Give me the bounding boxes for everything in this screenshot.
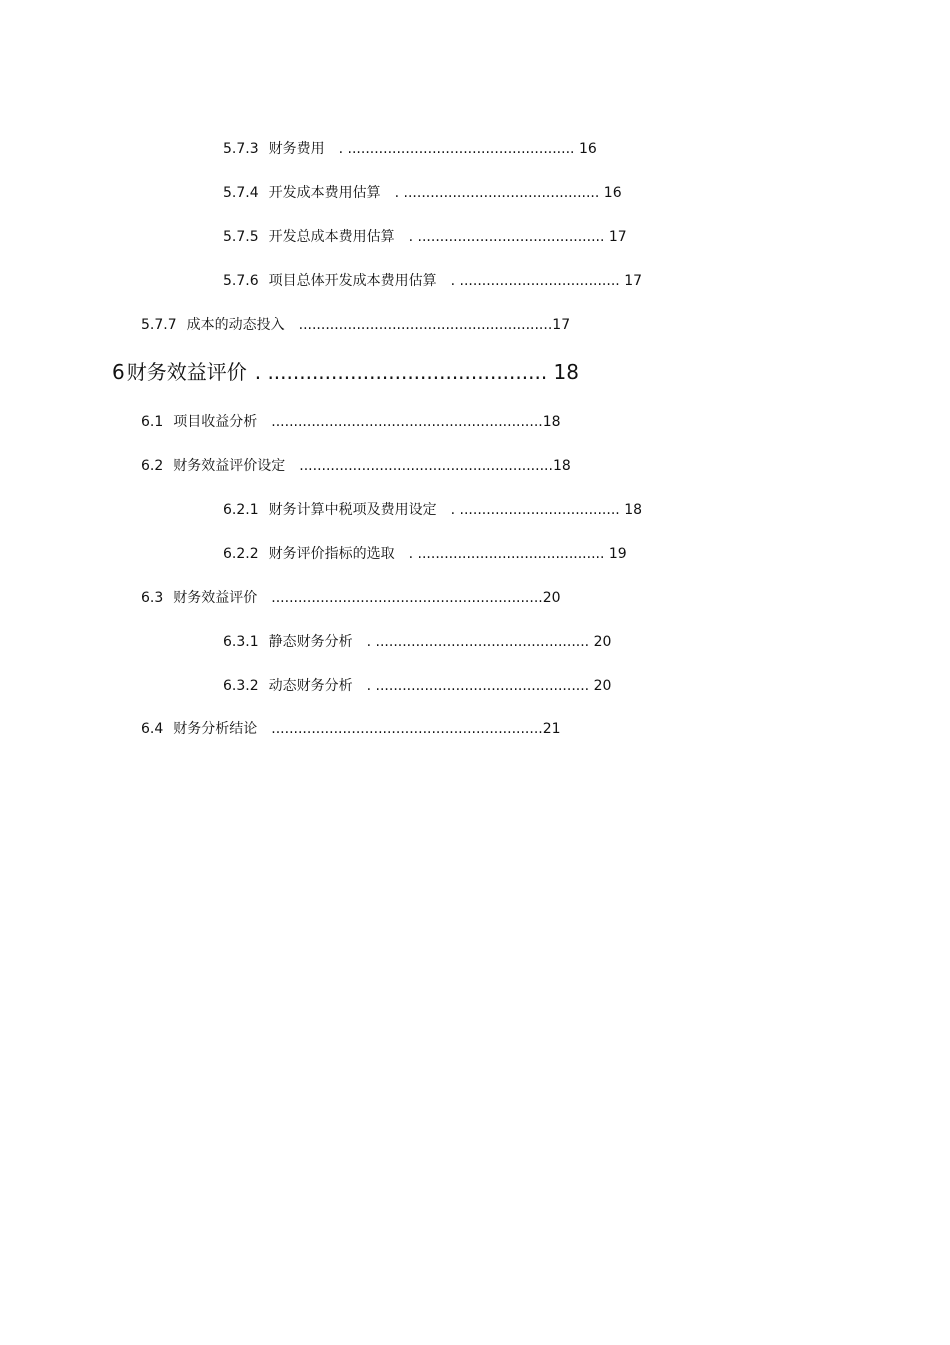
toc-page-number: 18	[552, 458, 571, 474]
toc-page-number: 18	[624, 502, 643, 518]
toc-title: 动态财务分析	[268, 678, 353, 694]
toc-entry-6-1[interactable]	[141, 412, 561, 432]
toc-page-number: 21	[542, 721, 561, 737]
toc-leader-dots: .............................................................	[271, 414, 543, 430]
toc-number: 5.7.3	[223, 141, 259, 157]
toc-leader-dots: . ..........................................	[408, 546, 605, 562]
toc-page-number: 17	[624, 273, 643, 289]
toc-number: 5.7.4	[223, 185, 259, 201]
toc-title: 财务效益评价设定	[173, 458, 286, 474]
toc-entry-6-3-2[interactable]	[223, 676, 611, 696]
toc-entry-6-2-2[interactable]	[223, 544, 627, 564]
toc-number: 6.4	[141, 721, 164, 737]
toc-page-number: 16	[603, 185, 622, 201]
toc-page-number: 16	[578, 141, 597, 157]
toc-number: 6.2	[141, 458, 164, 474]
toc-title: 财务分析结论	[173, 721, 258, 737]
toc-page-number: 20	[593, 678, 612, 694]
toc-leader-dots: . ................................................	[366, 678, 590, 694]
toc-page-number: 17	[552, 317, 571, 333]
toc-title: 项目收益分析	[173, 414, 258, 430]
toc-number: 6	[112, 360, 125, 384]
toc-entry-5-7-4[interactable]	[223, 183, 622, 203]
toc-leader-dots: .........................................................	[298, 317, 553, 333]
toc-entry-5-7-3[interactable]	[223, 139, 597, 159]
toc-title: 财务计算中税项及费用设定	[268, 502, 437, 518]
toc-number: 6.3	[141, 590, 164, 606]
toc-leader-dots: . ............................................	[394, 185, 600, 201]
toc-entry-5-7-6[interactable]	[223, 271, 642, 291]
toc-page-number: 18	[542, 414, 561, 430]
toc-entry-6-2[interactable]	[141, 456, 571, 476]
toc-entry-chapter-6[interactable]	[112, 359, 579, 385]
toc-title: 财务评价指标的选取	[268, 546, 395, 562]
toc-page-number: 18	[553, 360, 579, 384]
toc-leader-dots: . ....................................	[450, 273, 620, 289]
toc-entry-5-7-5[interactable]	[223, 227, 627, 247]
toc-page-number: 19	[608, 546, 627, 562]
toc-number: 6.1	[141, 414, 164, 430]
toc-number: 6.2.1	[223, 502, 259, 518]
toc-number: 6.3.2	[223, 678, 259, 694]
toc-entry-6-3-1[interactable]	[223, 632, 611, 652]
toc-number: 5.7.5	[223, 229, 259, 245]
toc-number: 6.2.2	[223, 546, 259, 562]
toc-leader-dots: .........................................................	[299, 458, 553, 474]
toc-entry-6-3[interactable]	[141, 588, 561, 608]
toc-title: 静态财务分析	[268, 634, 353, 650]
toc-number: 5.7.7	[141, 317, 177, 333]
toc-leader-dots: . ....................................	[450, 502, 620, 518]
toc-title: 财务效益评价	[173, 590, 258, 606]
toc-number: 6.3.1	[223, 634, 259, 650]
toc-entry-5-7-7[interactable]	[141, 315, 570, 335]
toc-leader-dots: . ................................................	[366, 634, 590, 650]
toc-leader-dots: . ..........................................	[408, 229, 605, 245]
toc-leader-dots: . ...................................................	[338, 141, 575, 157]
toc-entry-6-4[interactable]	[141, 719, 561, 739]
toc-number: 5.7.6	[223, 273, 259, 289]
toc-leader-dots: .............................................................	[271, 590, 543, 606]
toc-leader-dots: . ............................................	[254, 360, 548, 384]
toc-title: 财务费用	[268, 141, 325, 157]
toc-title: 项目总体开发成本费用估算	[268, 273, 437, 289]
toc-title: 成本的动态投入	[186, 317, 285, 333]
toc-page-number: 17	[608, 229, 627, 245]
toc-title: 开发总成本费用估算	[268, 229, 395, 245]
toc-entry-6-2-1[interactable]	[223, 500, 642, 520]
toc-leader-dots: .............................................................	[271, 721, 543, 737]
toc-title: 财务效益评价	[126, 360, 247, 384]
toc-page-number: 20	[542, 590, 561, 606]
toc-title: 开发成本费用估算	[268, 185, 381, 201]
toc-page-number: 20	[593, 634, 612, 650]
